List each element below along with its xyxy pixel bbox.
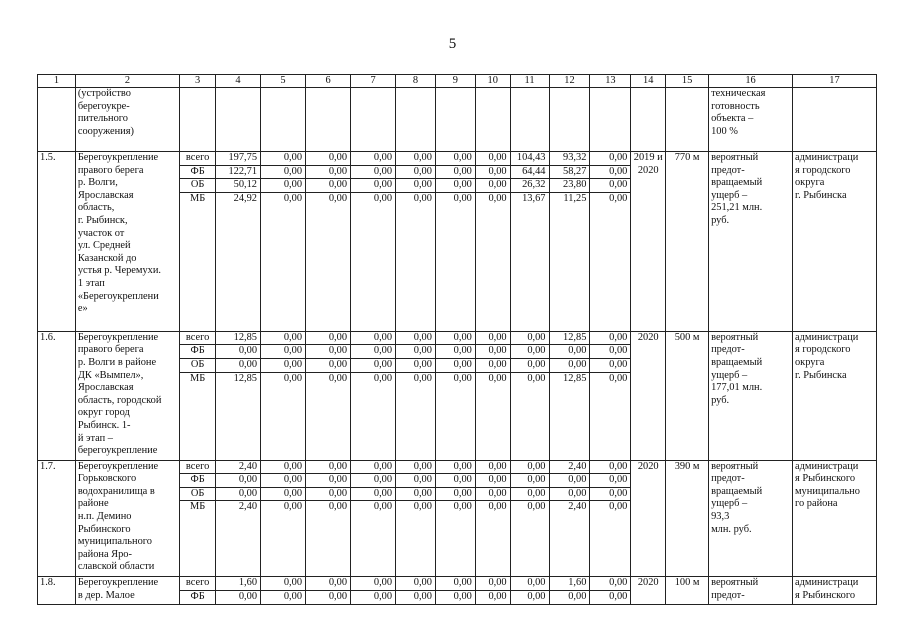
funding-value: 0,00 [396, 487, 436, 501]
funding-value: 0,00 [351, 487, 396, 501]
funding-value: 23,80 [549, 179, 590, 193]
funding-value: 0,00 [306, 501, 351, 577]
funding-value: 0,00 [590, 372, 631, 460]
funding-value: 24,92 [216, 192, 261, 331]
funding-value: 0,00 [306, 345, 351, 359]
header-col-13: 13 [590, 75, 631, 88]
funding-value: 0,00 [475, 331, 510, 345]
row-name: Берегоукрепление в дер. Малое [75, 577, 179, 604]
row-id: 1.8. [38, 577, 76, 604]
funding-value: 0,00 [549, 590, 590, 604]
funding-value: 0,00 [351, 460, 396, 474]
funding-source: всего [180, 152, 216, 166]
funding-value: 12,85 [216, 372, 261, 460]
funding-value: 0,00 [396, 192, 436, 331]
funding-value: 0,00 [261, 358, 306, 372]
funding-source: ОБ [180, 358, 216, 372]
funding-value: 0,00 [396, 501, 436, 577]
funding-value: 0,00 [261, 345, 306, 359]
row-effect: вероятный предот- вращаемый ущерб – 93,3 млн. руб. [709, 460, 793, 577]
funding-value: 0,00 [216, 590, 261, 604]
funding-value: 0,00 [351, 345, 396, 359]
header-col-11: 11 [510, 75, 549, 88]
funding-value: 0,00 [510, 590, 549, 604]
row-executor: администраци я городского округа г. Рыбинска [792, 331, 876, 460]
funding-source: МБ [180, 501, 216, 577]
funding-source: ФБ [180, 345, 216, 359]
funding-value: 0,00 [306, 372, 351, 460]
funding-value: 0,00 [549, 474, 590, 488]
funding-value: 0,00 [475, 590, 510, 604]
funding-value: 0,00 [261, 165, 306, 179]
funding-value: 0,00 [396, 474, 436, 488]
funding-value: 0,00 [351, 590, 396, 604]
header-col-15: 15 [666, 75, 709, 88]
header-col-17: 17 [792, 75, 876, 88]
row-name: Берегоукрепление правого берега р. Волги, Ярославская область, г. Рыбинск, участок от ул. Средней Казанской до устья р. Черемухи. 1 этап «Берегоукреплени е» [75, 152, 179, 332]
funding-source: ФБ [180, 590, 216, 604]
funding-value: 0,00 [351, 192, 396, 331]
funding-value: 1,60 [549, 577, 590, 591]
funding-value: 0,00 [510, 487, 549, 501]
funding-value: 58,27 [549, 165, 590, 179]
funding-value: 0,00 [396, 179, 436, 193]
funding-value: 0,00 [435, 358, 475, 372]
header-col-2: 2 [75, 75, 179, 88]
funding-value: 0,00 [261, 487, 306, 501]
funding-value: 0,00 [306, 590, 351, 604]
funding-value: 0,00 [396, 372, 436, 460]
program-table [37, 74, 877, 605]
funding-value: 0,00 [261, 501, 306, 577]
funding-source: ФБ [180, 474, 216, 488]
header-col-10: 10 [475, 75, 510, 88]
table-row [38, 331, 877, 345]
funding-value: 197,75 [216, 152, 261, 166]
row-effect: вероятный предот- вращаемый ущерб – 177,01 млн. руб. [709, 331, 793, 460]
funding-value: 0,00 [475, 487, 510, 501]
funding-value: 0,00 [590, 501, 631, 577]
funding-value: 0,00 [351, 501, 396, 577]
funding-value: 0,00 [590, 460, 631, 474]
funding-source: МБ [180, 372, 216, 460]
funding-value: 0,00 [435, 501, 475, 577]
row-year: 2020 [631, 331, 666, 460]
funding-value: 0,00 [510, 474, 549, 488]
funding-source: всего [180, 577, 216, 591]
funding-source: ФБ [180, 165, 216, 179]
funding-value: 0,00 [435, 165, 475, 179]
funding-value: 0,00 [216, 474, 261, 488]
funding-value: 0,00 [475, 152, 510, 166]
page-number: 5 [448, 36, 457, 52]
funding-source: ОБ [180, 487, 216, 501]
funding-value: 0,00 [435, 179, 475, 193]
row-id: 1.5. [38, 152, 76, 332]
funding-value: 2,40 [216, 460, 261, 474]
funding-value: 0,00 [435, 474, 475, 488]
funding-value: 0,00 [475, 192, 510, 331]
funding-source: ОБ [180, 179, 216, 193]
funding-value: 0,00 [396, 152, 436, 166]
funding-value: 0,00 [261, 331, 306, 345]
funding-value: 0,00 [510, 358, 549, 372]
row-year: 2019 и 2020 [631, 152, 666, 332]
row-executor: администраци я Рыбинского муниципально го района [792, 460, 876, 577]
funding-source: всего [180, 331, 216, 345]
row-executor: администраци я Рыбинского [792, 577, 876, 604]
funding-value: 0,00 [590, 577, 631, 591]
funding-source: МБ [180, 192, 216, 331]
funding-value: 0,00 [261, 372, 306, 460]
funding-value: 0,00 [590, 331, 631, 345]
funding-value: 122,71 [216, 165, 261, 179]
funding-value: 0,00 [475, 358, 510, 372]
funding-value: 0,00 [261, 577, 306, 591]
funding-value: 0,00 [306, 152, 351, 166]
header-col-14: 14 [631, 75, 666, 88]
row-executor: администраци я городского округа г. Рыбинска [792, 152, 876, 332]
funding-value: 0,00 [306, 358, 351, 372]
funding-value: 0,00 [396, 358, 436, 372]
funding-value: 0,00 [549, 358, 590, 372]
continuation-note: техническая готовность объекта – 100 % [709, 88, 793, 152]
funding-value: 26,32 [510, 179, 549, 193]
header-col-12: 12 [549, 75, 590, 88]
funding-value: 0,00 [261, 179, 306, 193]
row-effect: вероятный предот- вращаемый ущерб – 251,21 млн. руб. [709, 152, 793, 332]
funding-value: 0,00 [351, 372, 396, 460]
funding-value: 64,44 [510, 165, 549, 179]
funding-value: 0,00 [261, 460, 306, 474]
funding-value: 0,00 [590, 192, 631, 331]
funding-value: 0,00 [510, 501, 549, 577]
funding-value: 0,00 [306, 474, 351, 488]
funding-value: 0,00 [510, 345, 549, 359]
funding-source: всего [180, 460, 216, 474]
funding-value: 0,00 [261, 152, 306, 166]
funding-value: 0,00 [510, 577, 549, 591]
funding-value: 0,00 [510, 331, 549, 345]
funding-value: 0,00 [351, 474, 396, 488]
funding-value: 12,85 [549, 331, 590, 345]
funding-value: 0,00 [306, 179, 351, 193]
funding-value: 0,00 [475, 345, 510, 359]
funding-value: 0,00 [475, 179, 510, 193]
funding-value: 0,00 [216, 487, 261, 501]
header-col-1: 1 [38, 75, 76, 88]
funding-value: 0,00 [306, 331, 351, 345]
funding-value: 0,00 [475, 165, 510, 179]
funding-value: 104,43 [510, 152, 549, 166]
funding-value: 12,85 [549, 372, 590, 460]
funding-value: 0,00 [396, 577, 436, 591]
row-length: 390 м [666, 460, 709, 577]
funding-value: 0,00 [351, 152, 396, 166]
funding-value: 0,00 [590, 179, 631, 193]
table-body [38, 75, 877, 605]
funding-value: 0,00 [435, 590, 475, 604]
funding-value: 0,00 [549, 487, 590, 501]
header-col-6: 6 [306, 75, 351, 88]
funding-value: 0,00 [475, 577, 510, 591]
row-id: 1.7. [38, 460, 76, 577]
funding-value: 0,00 [396, 590, 436, 604]
header-col-9: 9 [435, 75, 475, 88]
funding-value: 0,00 [216, 358, 261, 372]
funding-value: 0,00 [475, 460, 510, 474]
row-year: 2020 [631, 577, 666, 604]
funding-value: 0,00 [261, 590, 306, 604]
table-row [38, 460, 877, 474]
funding-value: 0,00 [435, 152, 475, 166]
funding-value: 0,00 [261, 474, 306, 488]
row-name: Берегоукрепление правого берега р. Волги в районе ДК «Вымпел», Ярославская область, городской округ город Рыбинск. 1- й этап – берегоукрепление [75, 331, 179, 460]
header-col-3: 3 [180, 75, 216, 88]
funding-value: 0,00 [590, 487, 631, 501]
funding-value: 0,00 [590, 474, 631, 488]
row-length: 500 м [666, 331, 709, 460]
funding-value: 1,60 [216, 577, 261, 591]
header-col-7: 7 [351, 75, 396, 88]
row-year: 2020 [631, 460, 666, 577]
funding-value: 2,40 [549, 460, 590, 474]
funding-value: 0,00 [549, 345, 590, 359]
funding-value: 0,00 [351, 577, 396, 591]
funding-value: 0,00 [306, 192, 351, 331]
funding-value: 0,00 [590, 152, 631, 166]
row-length: 770 м [666, 152, 709, 332]
funding-value: 0,00 [590, 165, 631, 179]
funding-value: 0,00 [435, 487, 475, 501]
funding-value: 50,12 [216, 179, 261, 193]
funding-value: 0,00 [261, 192, 306, 331]
funding-value: 13,67 [510, 192, 549, 331]
row-name: Берегоукрепление Горьковского водохранилища в районе н.п. Демино Рыбинского муниципального района Яро- славской области [75, 460, 179, 577]
funding-value: 0,00 [475, 474, 510, 488]
funding-value: 0,00 [351, 179, 396, 193]
funding-value: 0,00 [510, 372, 549, 460]
continuation-row [38, 88, 877, 152]
funding-value: 0,00 [306, 487, 351, 501]
funding-value: 0,00 [475, 372, 510, 460]
funding-value: 2,40 [549, 501, 590, 577]
funding-value: 0,00 [435, 372, 475, 460]
funding-value: 0,00 [435, 577, 475, 591]
header-col-5: 5 [261, 75, 306, 88]
funding-value: 0,00 [475, 501, 510, 577]
funding-value: 0,00 [351, 358, 396, 372]
funding-value: 0,00 [396, 345, 436, 359]
funding-value: 0,00 [435, 460, 475, 474]
funding-value: 0,00 [396, 165, 436, 179]
row-id: 1.6. [38, 331, 76, 460]
row-effect: вероятный предот- [709, 577, 793, 604]
funding-value: 0,00 [510, 460, 549, 474]
table-row [38, 152, 877, 166]
header-col-4: 4 [216, 75, 261, 88]
funding-value: 0,00 [396, 460, 436, 474]
funding-value: 0,00 [590, 358, 631, 372]
funding-value: 0,00 [396, 331, 436, 345]
funding-value: 0,00 [306, 577, 351, 591]
funding-value: 93,32 [549, 152, 590, 166]
funding-value: 0,00 [351, 165, 396, 179]
header-col-8: 8 [396, 75, 436, 88]
funding-value: 0,00 [435, 331, 475, 345]
funding-value: 12,85 [216, 331, 261, 345]
table-row [38, 577, 877, 591]
continuation-name: (устройство берегоукре- пительного сооружения) [75, 88, 179, 152]
funding-value: 0,00 [590, 345, 631, 359]
funding-value: 11,25 [549, 192, 590, 331]
funding-value: 0,00 [435, 192, 475, 331]
funding-value: 0,00 [590, 590, 631, 604]
row-length: 100 м [666, 577, 709, 604]
funding-value: 0,00 [351, 331, 396, 345]
funding-value: 0,00 [216, 345, 261, 359]
header-col-16: 16 [709, 75, 793, 88]
funding-value: 0,00 [435, 345, 475, 359]
funding-value: 2,40 [216, 501, 261, 577]
funding-value: 0,00 [306, 460, 351, 474]
header-row [38, 75, 877, 88]
funding-value: 0,00 [306, 165, 351, 179]
